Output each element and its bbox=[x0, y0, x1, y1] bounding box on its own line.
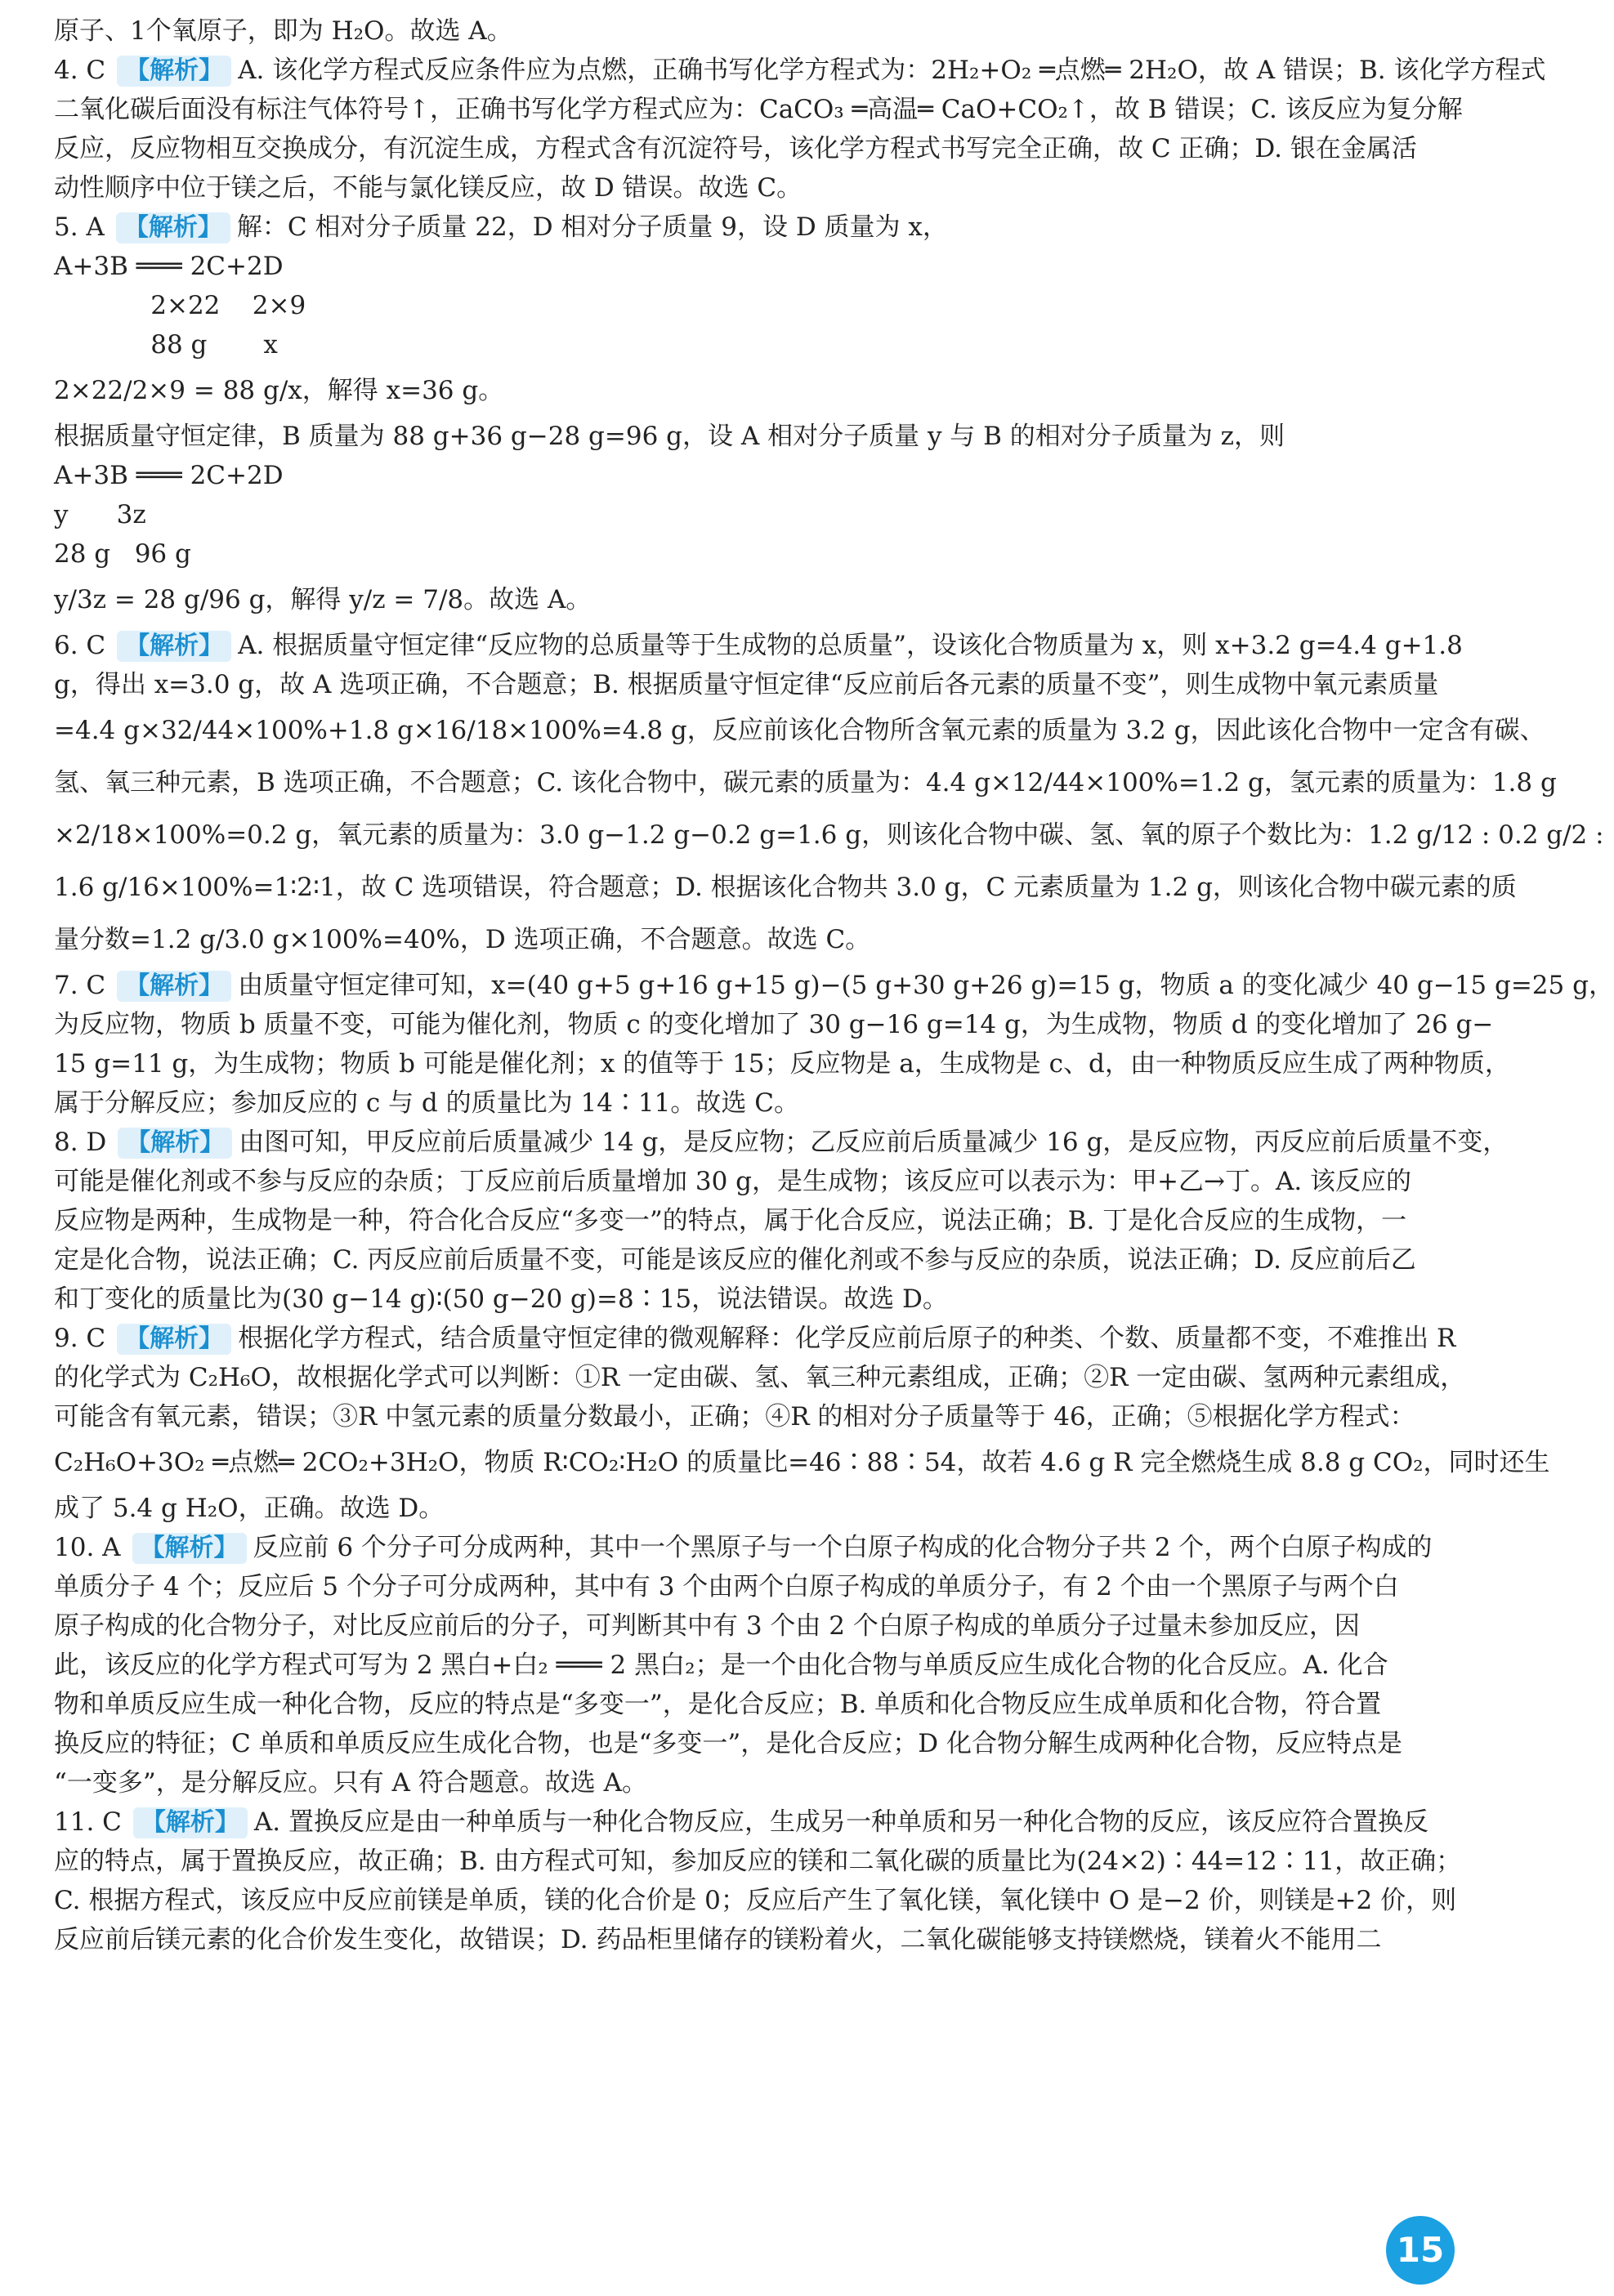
text-line bbox=[54, 704, 1545, 757]
text-line bbox=[54, 1881, 1457, 1920]
text-line bbox=[54, 966, 1614, 1005]
question-number: 11. C bbox=[54, 1807, 122, 1837]
page-number: 15 bbox=[1386, 2216, 1455, 2285]
text-line bbox=[54, 757, 1557, 809]
line-text: 二氧化碳后面没有标注气体符号↑，正确书写化学方程式应为：CaCO₃ ═高温═ CaO+CO₂↑，故 B 错误；C. 该反应为复分解 bbox=[54, 95, 1463, 124]
line-text: 原子构成的化合物分子，对比反应前后的分子，可判断其中有 3 个由 2 个白原子构成的单质分子过量未参加反应，因 bbox=[54, 1611, 1360, 1641]
line-text: 可能是催化剂或不参与反应的杂质；丁反应前后质量增加 30 g，是生成物；该反应可以表示为：甲+乙→丁。A. 该反应的 bbox=[54, 1167, 1412, 1196]
text-line bbox=[54, 1280, 1453, 1319]
text-line bbox=[54, 1528, 1453, 1567]
text-line bbox=[54, 90, 1463, 129]
text-line bbox=[54, 1123, 1509, 1162]
text-line bbox=[54, 1083, 1453, 1123]
text-line bbox=[54, 574, 1453, 626]
text-line bbox=[54, 1005, 1494, 1044]
line-text: 换反应的特征；C 单质和单质反应生成化合物，也是“多变一”，是化合反应；D 化合物分解生成两种化合物，反应特点是 bbox=[54, 1729, 1402, 1758]
line-text: 反应前后镁元素的化合价发生变化，故错误；D. 药品柜里储存的镁粉着火，二氧化碳能够支持镁燃烧，镁着火不能用二 bbox=[54, 1925, 1382, 1954]
line-text: y/3z = 28 g/96 g，解得 y/z = 7/8。故选 A。 bbox=[54, 585, 592, 614]
line-text: 应的特点，属于置换反应，故正确；B. 由方程式可知，参加反应的镁和二氧化碳的质量比为(24×2)∶44=12∶11，故正确； bbox=[54, 1847, 1462, 1876]
line-text: 2×22/2×9 = 88 g/x，解得 x=36 g。 bbox=[54, 376, 504, 405]
question-number: 6. C bbox=[54, 631, 106, 660]
line-text: 可能含有氧元素，错误；③R 中氢元素的质量分数最小，正确；④R 的相对分子质量等于 46，正确；⑤根据化学方程式： bbox=[54, 1402, 1415, 1432]
question-number: 7. C bbox=[54, 971, 106, 1000]
line-text: 物和单质反应生成一种化合物，反应的特点是“多变一”，是化合反应；B. 单质和化合物反应生成单质和化合物，符合置 bbox=[54, 1690, 1382, 1719]
question-number: 10. A bbox=[54, 1533, 121, 1562]
text-line bbox=[54, 495, 1453, 534]
text-line bbox=[54, 534, 1453, 574]
text-line bbox=[54, 1842, 1462, 1881]
line-text: 此，该反应的化学方程式可写为 2 黑白+白₂ ═══ 2 黑白₂；是一个由化合物与单质反应生成化合物的化合反应。A. 化合 bbox=[54, 1651, 1388, 1680]
line-text: A. 该化学方程式反应条件应为点燃，正确书写化学方程式为：2H₂+O₂ ═点燃═ 2H₂O，故 A 错误；B. 该化学方程式 bbox=[238, 56, 1546, 85]
text-line bbox=[54, 364, 1453, 417]
line-text: 1.6 g/16×100%=1∶2∶1，故 C 选项错误，符合题意；D. 根据该化合物共 3.0 g，C 元素质量为 1.2 g，则该化合物中碳元素的质 bbox=[54, 873, 1517, 902]
line-text: ×2/18×100%=0.2 g，氧元素的质量为：3.0 g−1.2 g−0.2 g=1.6 g，则该化合物中碳、氢、氧的原子个数比为：1.2 g/12 : 0.2 g/2 : bbox=[54, 820, 1604, 850]
line-text: 和丁变化的质量比为(30 g−14 g)∶(50 g−20 g)=8∶15，说法错误。故选 D。 bbox=[54, 1284, 948, 1314]
line-text: 反应前 6 个分子可分成两种，其中一个黑原子与一个白原子构成的化合物分子共 2 个，两个白原子构成的 bbox=[253, 1533, 1433, 1562]
analysis-tag: 【解析】 bbox=[117, 631, 231, 662]
analysis-tag: 【解析】 bbox=[116, 212, 230, 243]
text-line bbox=[54, 1920, 1453, 1959]
text-line bbox=[54, 809, 1604, 861]
text-line bbox=[54, 1240, 1453, 1280]
text-line bbox=[54, 1606, 1453, 1646]
analysis-tag: 【解析】 bbox=[133, 1807, 248, 1838]
line-text: =4.4 g×32/44×100%+1.8 g×16/18×100%=4.8 g，反应前该化合物所含氧元素的质量为 3.2 g，因此该化合物中一定含有碳、 bbox=[54, 716, 1545, 745]
text-line bbox=[54, 626, 1463, 665]
text-line bbox=[54, 861, 1517, 913]
line-text: A. 置换反应是由一种单质与一种化合物反应，生成另一种单质和另一种化合物的反应，该反应符合置换反 bbox=[253, 1807, 1428, 1837]
text-line bbox=[54, 208, 1453, 247]
line-text: 为反应物，物质 b 质量不变，可能为催化剂，物质 c 的变化增加了 30 g−16 g=14 g，为生成物，物质 d 的变化增加了 26 g− bbox=[54, 1010, 1494, 1039]
text-line bbox=[54, 325, 1453, 364]
line-text: 的化学式为 C₂H₆O，故根据化学式可以判断：①R 一定由碳、氢、氧三种元素组成，正确；②R 一定由碳、氢两种元素组成， bbox=[54, 1363, 1466, 1392]
line-text: 28 g 96 g bbox=[54, 539, 191, 569]
text-line bbox=[54, 1685, 1453, 1724]
text-line bbox=[54, 51, 1546, 90]
line-text: 成了 5.4 g H₂O，正确。故选 D。 bbox=[54, 1494, 445, 1523]
text-line bbox=[54, 1802, 1453, 1842]
text-line bbox=[54, 456, 1453, 495]
text-line bbox=[54, 1436, 1550, 1489]
line-text: y 3z bbox=[54, 500, 146, 529]
text-line bbox=[54, 247, 1453, 286]
line-text: 根据质量守恒定律，B 质量为 88 g+36 g−28 g=96 g，设 A 相对分子质量 y 与 B 的相对分子质量为 z，则 bbox=[54, 422, 1285, 451]
line-text: 量分数=1.2 g/3.0 g×100%=40%，D 选项正确，不合题意。故选 C。 bbox=[54, 925, 871, 954]
line-text: 解：C 相对分子质量 22，D 相对分子质量 9，设 D 质量为 x， bbox=[236, 212, 948, 242]
analysis-tag: 【解析】 bbox=[117, 971, 231, 1002]
line-text: 由图可知，甲反应前后质量减少 14 g，是反应物；乙反应前后质量减少 16 g，是反应物，丙反应前后质量不变， bbox=[239, 1128, 1509, 1157]
analysis-tag: 【解析】 bbox=[117, 1324, 231, 1355]
line-text: 原子、1个氧原子，即为 H₂O。故选 A。 bbox=[54, 16, 512, 46]
text-line bbox=[54, 1763, 1453, 1802]
line-text: A+3B ═══ 2C+2D bbox=[54, 461, 284, 490]
analysis-tag: 【解析】 bbox=[118, 1128, 232, 1159]
question-number: 5. A bbox=[54, 212, 105, 242]
line-text: 88 g x bbox=[54, 330, 278, 360]
text-line bbox=[54, 1489, 1453, 1528]
text-line bbox=[54, 1201, 1453, 1240]
line-text: g，得出 x=3.0 g，故 A 选项正确，不合题意；B. 根据质量守恒定律“反应前后各元素的质量不变”，则生成物中氧元素质量 bbox=[54, 670, 1439, 699]
line-text: 单质分子 4 个；反应后 5 个分子可分成两种，其中有 3 个由两个白原子构成的单质分子，有 2 个由一个黑原子与两个白 bbox=[54, 1572, 1399, 1601]
text-line bbox=[54, 665, 1453, 704]
text-line bbox=[54, 1724, 1453, 1763]
text-line bbox=[54, 1567, 1453, 1606]
line-text: 反应，反应物相互交换成分，有沉淀生成，方程式含有沉淀符号，该化学方程式书写完全正确，故 C 正确；D. 银在金属活 bbox=[54, 134, 1417, 163]
text-line bbox=[54, 1319, 1456, 1358]
line-text: 由质量守恒定律可知，x=(40 g+5 g+16 g+15 g)−(5 g+30 g+26 g)=15 g，物质 a 的变化减少 40 g−15 g=25 g， bbox=[238, 971, 1614, 1000]
line-text: 反应物是两种，生成物是一种，符合化合反应“多变一”的特点，属于化合反应，说法正确；B. 丁是化合反应的生成物，一 bbox=[54, 1206, 1407, 1235]
text-line bbox=[54, 913, 1453, 966]
text-line bbox=[54, 1397, 1453, 1436]
analysis-tag: 【解析】 bbox=[132, 1533, 247, 1564]
text-line bbox=[54, 1162, 1453, 1201]
line-text: A+3B ═══ 2C+2D bbox=[54, 252, 284, 281]
answer-text bbox=[54, 11, 1614, 1959]
text-line bbox=[54, 11, 1453, 51]
text-line bbox=[54, 1646, 1453, 1685]
question-number: 9. C bbox=[54, 1324, 106, 1353]
line-text: C₂H₆O+3O₂ ═点燃═ 2CO₂+3H₂O，物质 R∶CO₂∶H₂O 的质量比=46∶88∶54，故若 4.6 g R 完全燃烧生成 8.8 g CO₂，同时还生 bbox=[54, 1448, 1550, 1477]
line-text: 2×22 2×9 bbox=[54, 291, 306, 320]
text-line bbox=[54, 1044, 1510, 1083]
line-text: 动性顺序中位于镁之后，不能与氯化镁反应，故 D 错误。故选 C。 bbox=[54, 173, 803, 203]
line-text: 根据化学方程式，结合质量守恒定律的微观解释：化学反应前后原子的种类、个数、质量都不变，不难推出 R bbox=[238, 1324, 1456, 1353]
line-text: 氢、氧三种元素，B 选项正确，不合题意；C. 该化合物中，碳元素的质量为：4.4 g×12/44×100%=1.2 g，氢元素的质量为：1.8 g bbox=[54, 768, 1557, 797]
text-line bbox=[54, 168, 1453, 208]
line-text: “一变多”，是分解反应。只有 A 符合题意。故选 A。 bbox=[54, 1768, 648, 1798]
text-line bbox=[54, 129, 1453, 168]
line-text: A. 根据质量守恒定律“反应物的总质量等于生成物的总质量”，设该化合物质量为 x，则 x+3.2 g=4.4 g+1.8 bbox=[238, 631, 1463, 660]
text-line bbox=[54, 417, 1453, 456]
line-text: 属于分解反应；参加反应的 c 与 d 的质量比为 14∶11。故选 C。 bbox=[54, 1088, 799, 1118]
question-number: 4. C bbox=[54, 56, 106, 85]
text-line bbox=[54, 286, 1453, 325]
line-text: 定是化合物，说法正确；C. 丙反应前后质量不变，可能是该反应的催化剂或不参与反应的杂质，说法正确；D. 反应前后乙 bbox=[54, 1245, 1416, 1275]
analysis-tag: 【解析】 bbox=[117, 56, 231, 87]
question-number: 8. D bbox=[54, 1128, 107, 1157]
line-text: 15 g=11 g，为生成物；物质 b 可能是催化剂；x 的值等于 15；反应物是 a，生成物是 c、d，由一种物质反应生成了两种物质， bbox=[54, 1049, 1510, 1079]
text-line bbox=[54, 1358, 1466, 1397]
line-text: C. 根据方程式，该反应中反应前镁是单质，镁的化合价是 0；反应后产生了氧化镁，氧化镁中 O 是−2 价，则镁是+2 价，则 bbox=[54, 1886, 1457, 1915]
